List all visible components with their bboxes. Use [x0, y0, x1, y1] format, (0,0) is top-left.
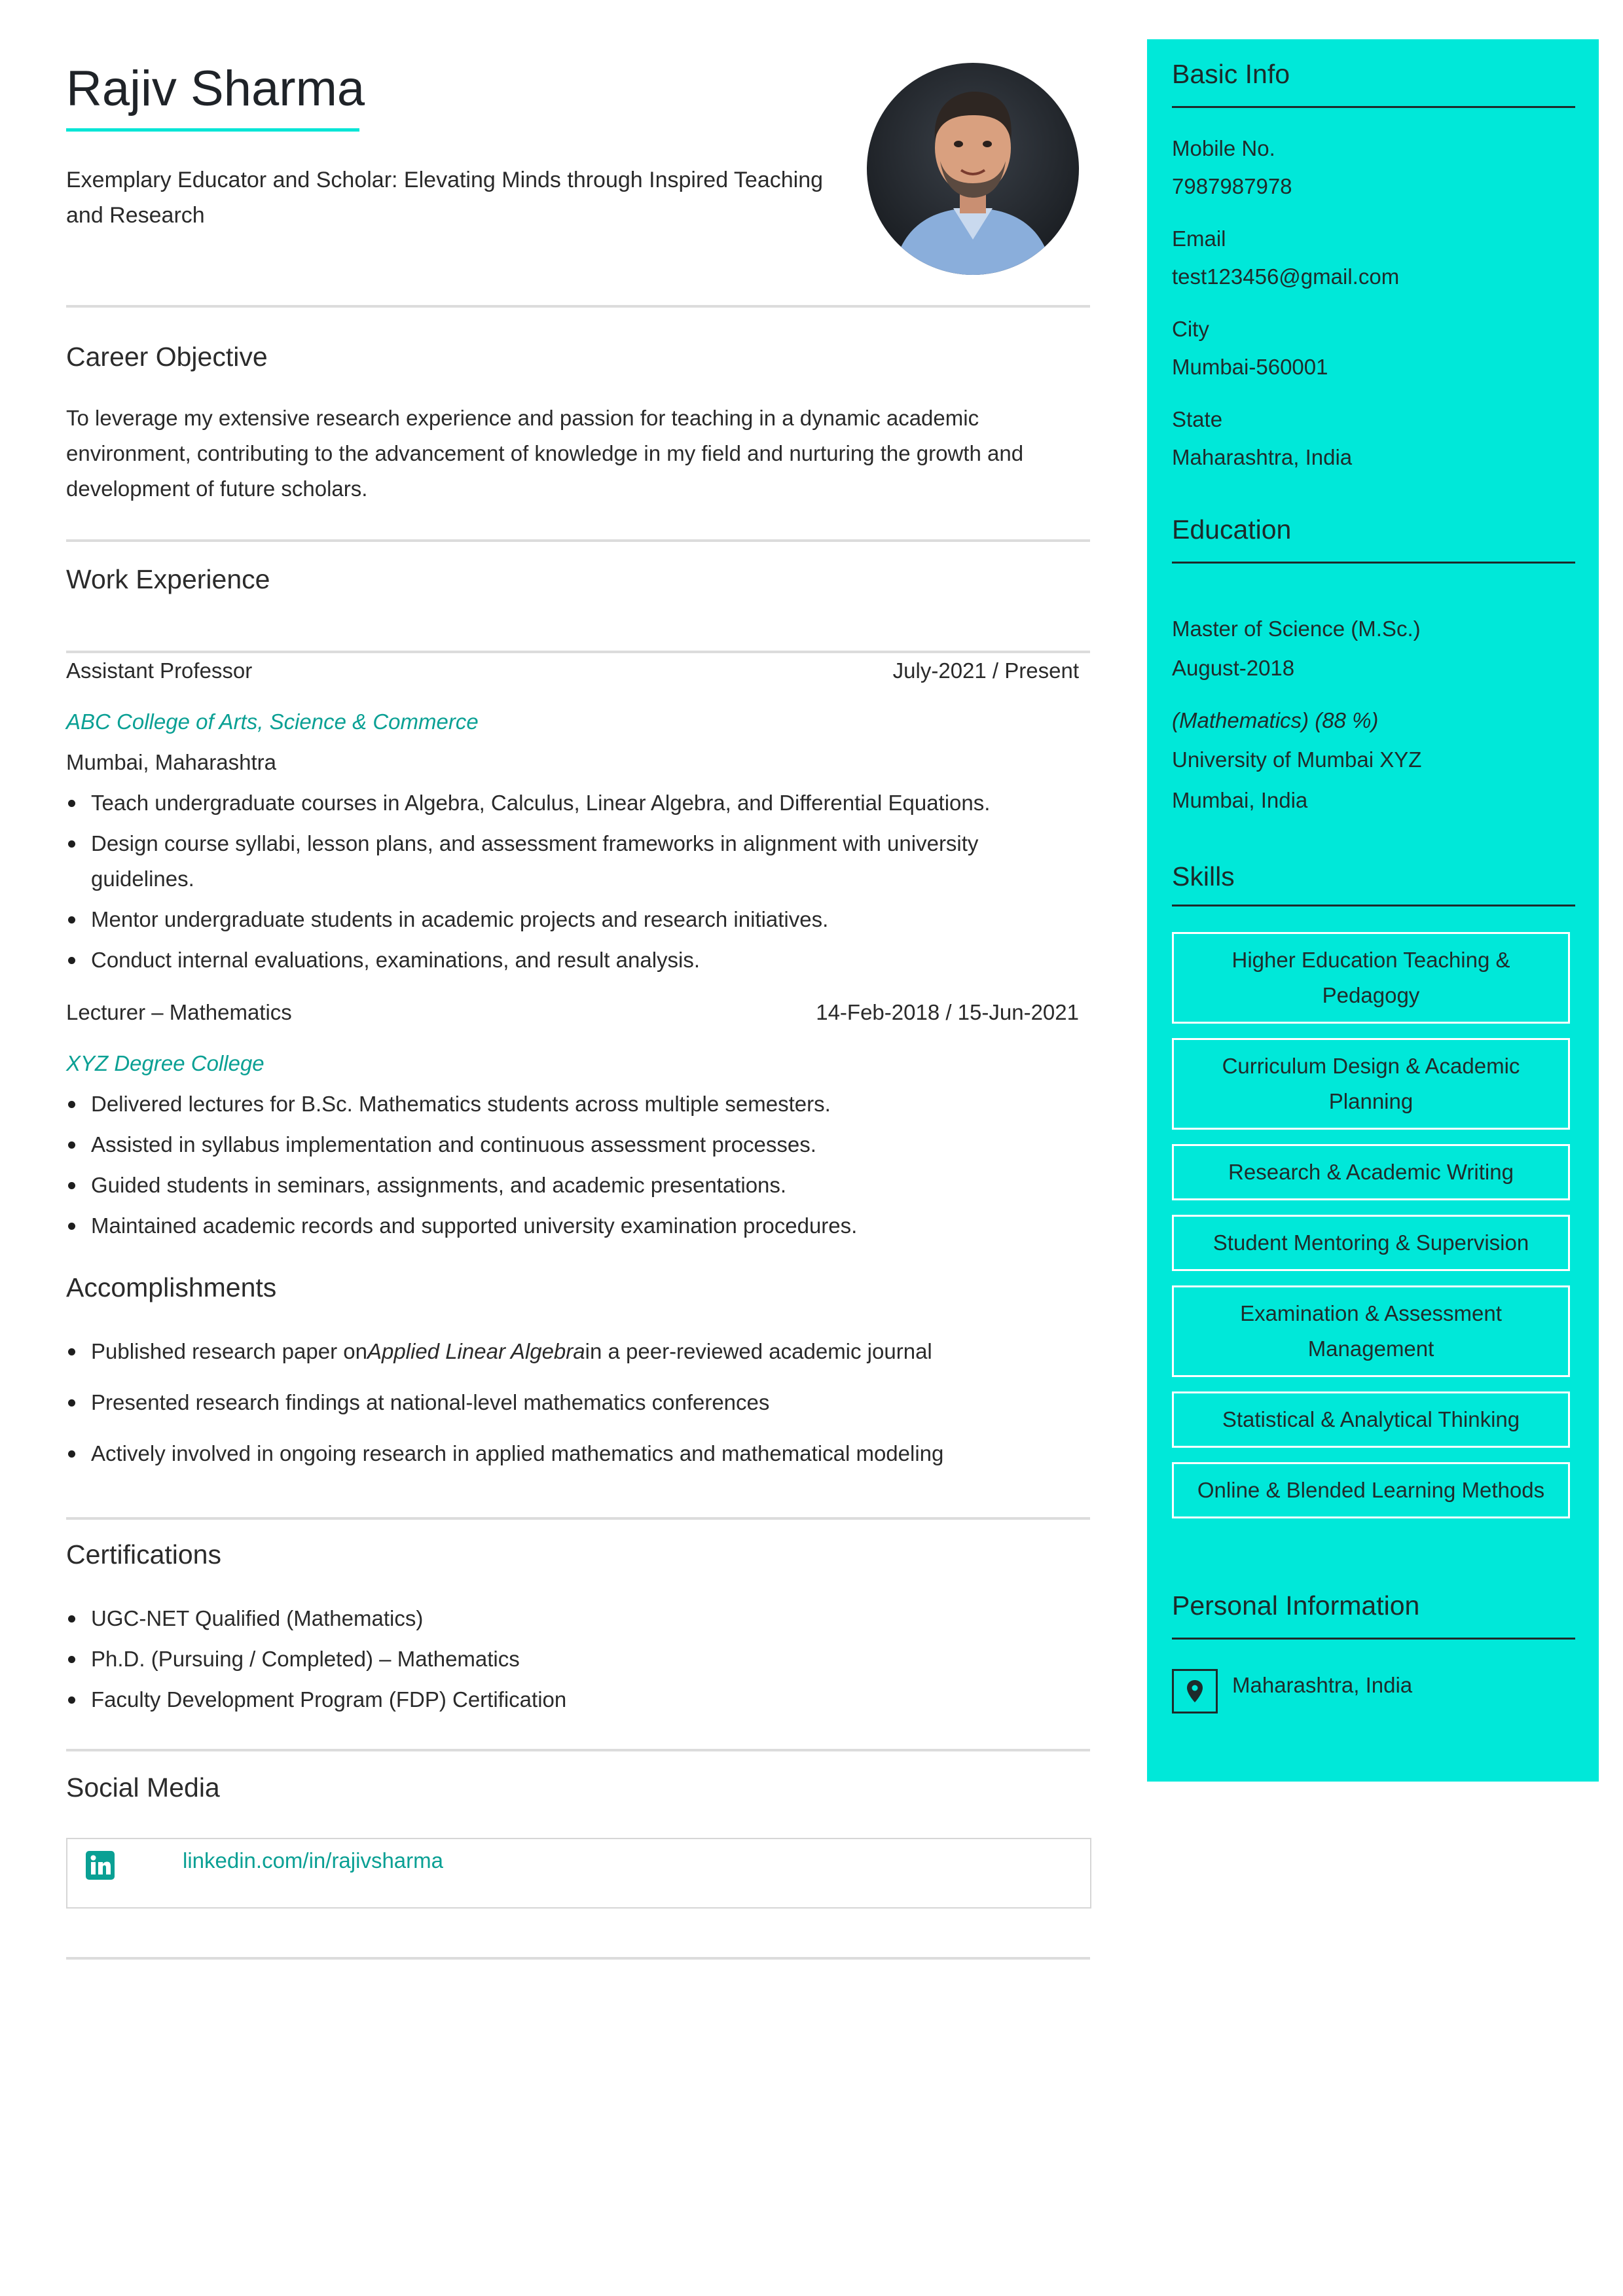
list-item: UGC-NET Qualified (Mathematics)	[66, 1601, 1087, 1636]
skill-badge: Research & Academic Writing	[1172, 1144, 1570, 1200]
mobile-value: 7987987978	[1172, 174, 1292, 198]
list-item: Conduct internal evaluations, examinations, and result analysis.	[66, 942, 1087, 978]
job-bullets	[66, 785, 1087, 978]
sidebar	[1147, 39, 1599, 1782]
career-objective-heading: Career Objective	[66, 342, 268, 372]
personal-location: Maharashtra, India	[1232, 1673, 1413, 1697]
list-item: Mentor undergraduate students in academic projects and research initiatives.	[66, 902, 1087, 937]
skill-badge: Curriculum Design & Academic Planning	[1172, 1038, 1570, 1130]
skill-badge: Student Mentoring & Supervision	[1172, 1215, 1570, 1271]
social-link-card	[66, 1838, 1091, 1909]
list-item: Guided students in seminars, assignments, and academic presentations.	[66, 1168, 1087, 1203]
list-item: Teach undergraduate courses in Algebra, Calculus, Linear Algebra, and Differential Equations.	[66, 785, 1087, 821]
divider	[1172, 106, 1575, 108]
list-item	[66, 1334, 1087, 1369]
university: University of Mumbai XYZ	[1172, 747, 1422, 772]
career-objective-text: To leverage my extensive research experience and passion for teaching in a dynamic academic environment, contributing to the advancement of knowledge in my field and nurturing the growth and development of future scholars.	[66, 406, 1024, 501]
divider	[1172, 1638, 1575, 1640]
divider	[66, 305, 1090, 308]
linkedin-link[interactable]: linkedin.com/in/rajivsharma	[183, 1848, 443, 1873]
accomplishment-prefix: Published research paper on	[91, 1339, 367, 1363]
company-name: XYZ Degree College	[66, 1051, 264, 1075]
list-item: Assisted in syllabus implementation and continuous assessment processes.	[66, 1127, 1087, 1162]
skill-badge: Online & Blended Learning Methods	[1172, 1462, 1570, 1518]
list-item: Delivered lectures for B.Sc. Mathematics students across multiple semesters.	[66, 1086, 1087, 1122]
education-location: Mumbai, India	[1172, 788, 1308, 812]
company-name: ABC College of Arts, Science & Commerce	[66, 709, 479, 734]
profile-photo	[867, 63, 1079, 275]
divider	[66, 1517, 1090, 1520]
degree: Master of Science (M.Sc.)	[1172, 617, 1421, 641]
divider	[66, 1957, 1090, 1960]
job-title: Assistant Professor	[66, 658, 253, 683]
accomplishments-heading: Accomplishments	[66, 1272, 277, 1302]
map-pin-icon	[1172, 1669, 1218, 1713]
name-underline	[66, 128, 359, 132]
education-subject: (Mathematics) (88 %)	[1172, 708, 1379, 732]
job-dates: 14-Feb-2018 / 15-Jun-2021	[816, 1000, 1079, 1024]
personal-info-heading: Personal Information	[1172, 1590, 1420, 1621]
list-item: Ph.D. (Pursuing / Completed) – Mathematics	[66, 1641, 1087, 1677]
divider	[66, 1749, 1090, 1751]
city-label: City	[1172, 317, 1209, 341]
email-label: Email	[1172, 226, 1226, 251]
skills-heading: Skills	[1172, 861, 1235, 891]
job-bullets	[66, 1086, 1087, 1244]
state-value: Maharashtra, India	[1172, 445, 1353, 469]
city-value: Mumbai-560001	[1172, 355, 1328, 379]
list-item: Presented research findings at national-level mathematics conferences	[66, 1385, 1087, 1420]
tagline: Exemplary Educator and Scholar: Elevating Minds through Inspired Teaching and Research	[66, 168, 824, 228]
job-location: Mumbai, Maharashtra	[66, 750, 276, 774]
divider	[66, 539, 1090, 542]
linkedin-icon	[86, 1851, 115, 1880]
certifications-list	[66, 1601, 1087, 1717]
candidate-name: Rajiv Sharma	[66, 61, 365, 117]
divider	[1172, 905, 1575, 906]
accomplishment-suffix: in a peer-reviewed academic journal	[585, 1339, 932, 1363]
state-label: State	[1172, 407, 1223, 431]
job-dates: July-2021 / Present	[892, 658, 1079, 683]
divider	[1172, 562, 1575, 564]
certifications-heading: Certifications	[66, 1539, 221, 1570]
divider	[66, 651, 1090, 653]
list-item: Actively involved in ongoing research in applied mathematics and mathematical modeling	[66, 1436, 1087, 1471]
paper-title: Applied Linear Algebra	[367, 1339, 585, 1363]
list-item: Design course syllabi, lesson plans, and assessment frameworks in alignment with university guidelines.	[66, 826, 1087, 897]
accomplishments-list	[66, 1334, 1087, 1471]
skill-badge: Higher Education Teaching & Pedagogy	[1172, 932, 1570, 1024]
social-media-heading: Social Media	[66, 1772, 220, 1803]
mobile-label: Mobile No.	[1172, 136, 1275, 160]
work-experience-heading: Work Experience	[66, 564, 270, 594]
education-date: August-2018	[1172, 656, 1295, 680]
list-item: Faculty Development Program (FDP) Certification	[66, 1682, 1087, 1717]
skill-badge: Statistical & Analytical Thinking	[1172, 1391, 1570, 1448]
email-value: test123456@gmail.com	[1172, 264, 1400, 289]
skill-badge: Examination & Assessment Management	[1172, 1285, 1570, 1377]
list-item: Maintained academic records and supported university examination procedures.	[66, 1208, 1087, 1244]
job-title: Lecturer – Mathematics	[66, 1000, 292, 1024]
basic-info-heading: Basic Info	[1172, 59, 1290, 89]
education-heading: Education	[1172, 514, 1292, 545]
